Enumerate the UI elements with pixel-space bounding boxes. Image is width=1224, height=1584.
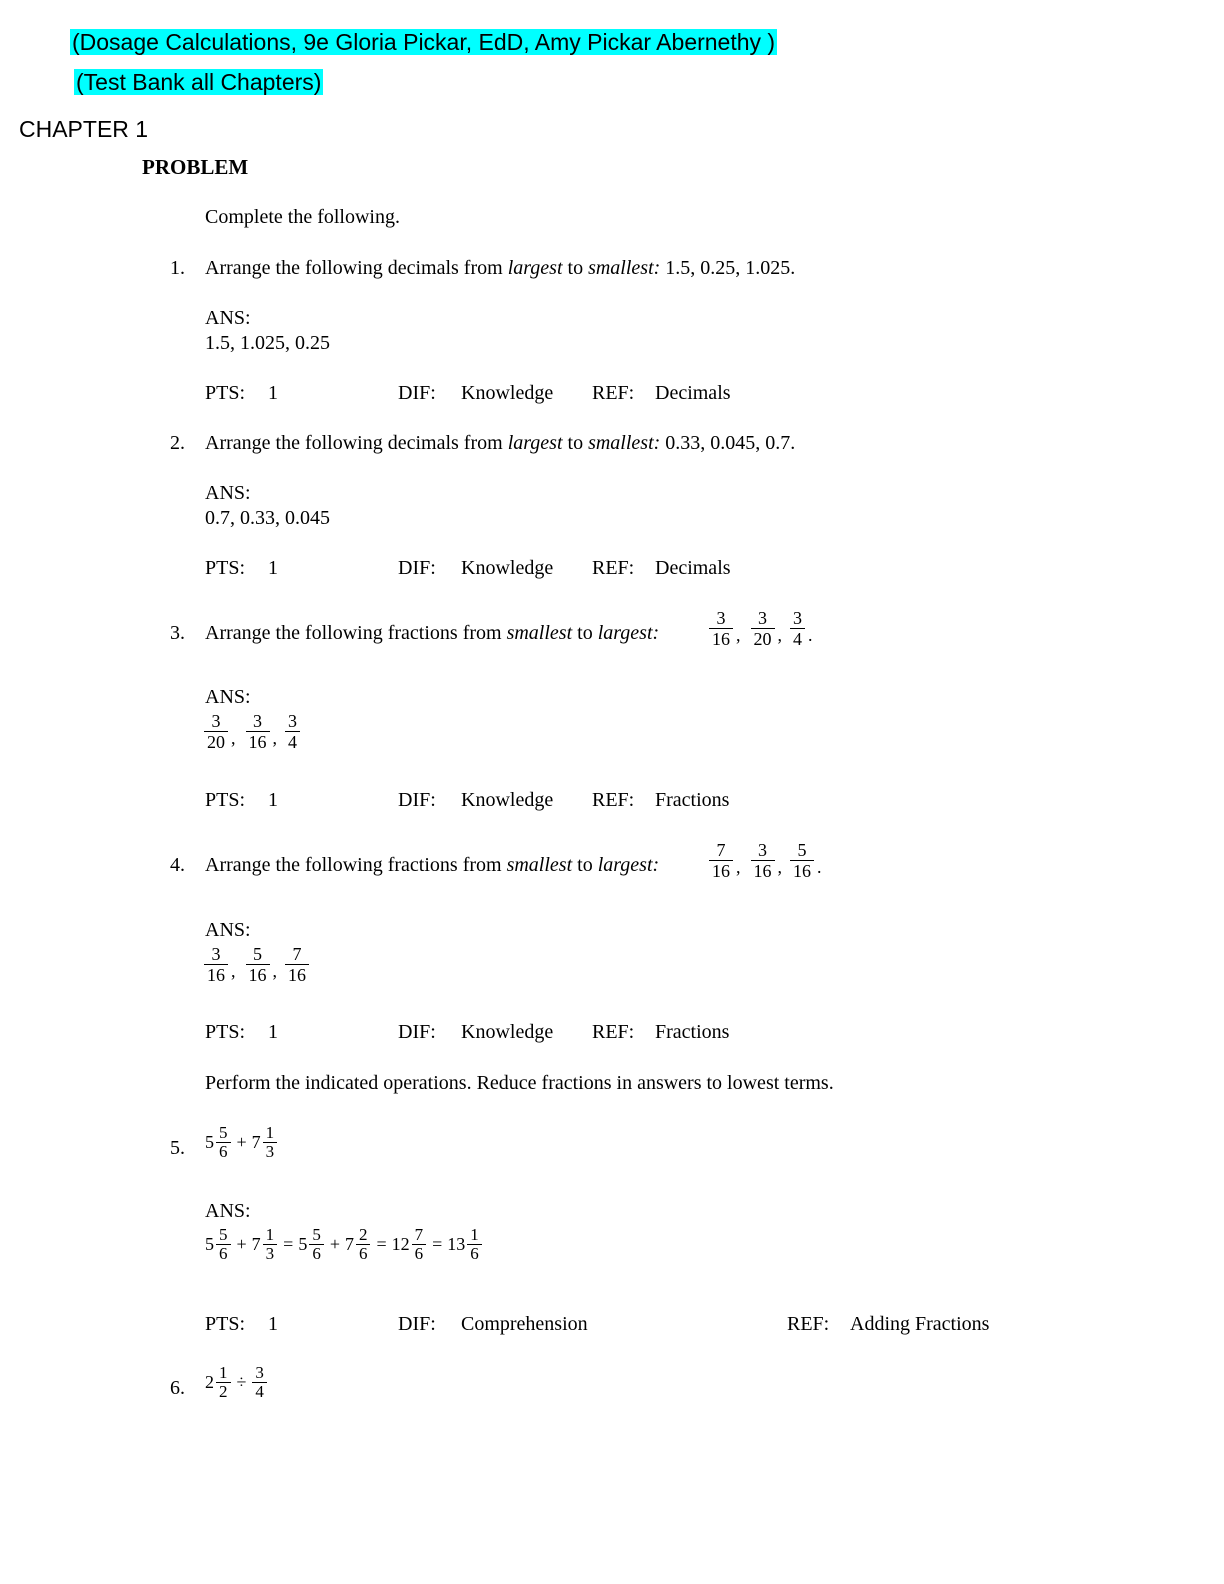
- header-title-line1: (Dosage Calculations, 9e Gloria Pickar, EdD, Amy Pickar Abernethy ): [72, 29, 776, 55]
- question-number: 4.: [170, 854, 185, 876]
- ref-value: Adding Fractions: [850, 1313, 990, 1335]
- fraction: $\frac{3}{16}$: [246, 711, 270, 752]
- dif-label: DIF:: [398, 1021, 436, 1043]
- dif-value: Knowledge: [461, 789, 554, 811]
- ref-value: Fractions: [655, 789, 730, 811]
- fraction: $\frac{1}{3}$: [263, 1124, 278, 1161]
- pts-label: PTS:: [205, 1021, 246, 1043]
- fraction: $\frac{3}{4}$: [252, 1364, 267, 1401]
- question-2-text: Arrange the following decimals from largest to smallest: 0.33, 0.045, 0.7.: [205, 432, 796, 454]
- fraction: $\frac{3}{16}$: [751, 840, 775, 881]
- ref-label: REF:: [592, 557, 635, 579]
- fraction: $\frac{7}{16}$: [285, 944, 309, 985]
- section-heading: PROBLEM: [142, 155, 249, 179]
- question-4-fractions: $\frac{7}{16}$ , $\frac{3}{16}$ , $\frac{5}{16}$ .: [708, 840, 824, 881]
- instruction-complete: Complete the following.: [205, 206, 400, 228]
- fraction: $\frac{5}{16}$: [246, 944, 270, 985]
- ref-label: REF:: [787, 1313, 830, 1335]
- question-4-answer: $\frac{3}{16}$ , $\frac{5}{16}$ , $\frac{7}{16}$: [203, 944, 310, 985]
- answer-label: ANS:: [205, 686, 251, 708]
- question-number: 3.: [170, 622, 185, 644]
- dif-value: Comprehension: [461, 1313, 588, 1335]
- question-3-answer: $\frac{3}{20}$ , $\frac{3}{16}$ , $\frac{3}{4}$: [203, 711, 301, 752]
- question-number: 2.: [170, 432, 185, 454]
- question-number: 5.: [170, 1137, 185, 1159]
- fraction: $\frac{7}{6}$: [412, 1226, 427, 1263]
- answer-label: ANS:: [205, 919, 251, 941]
- fraction: $\frac{5}{16}$: [790, 840, 814, 881]
- question-number: 1.: [170, 257, 185, 279]
- header-title-line2: (Test Bank all Chapters): [76, 69, 322, 95]
- question-2-answer: 0.7, 0.33, 0.045: [205, 507, 330, 529]
- question-3-fractions: $\frac{3}{16}$ , $\frac{3}{20}$ , $\frac{3}{4}$ .: [708, 608, 815, 649]
- pts-value: 1: [268, 1313, 278, 1335]
- question-6-expression: 2 $\frac{1}{2}$ ÷ $\frac{3}{4}$: [205, 1364, 268, 1401]
- dif-value: Knowledge: [461, 382, 554, 404]
- ref-value: Fractions: [655, 1021, 730, 1043]
- ref-label: REF:: [592, 1021, 635, 1043]
- fraction: $\frac{1}{2}$: [216, 1364, 231, 1401]
- ref-label: REF:: [592, 789, 635, 811]
- ref-label: REF:: [592, 382, 635, 404]
- dif-value: Knowledge: [461, 1021, 554, 1043]
- chapter-heading: CHAPTER 1: [19, 116, 149, 142]
- pts-label: PTS:: [205, 789, 246, 811]
- question-1-answer: 1.5, 1.025, 0.25: [205, 332, 330, 354]
- pts-value: 1: [268, 1021, 278, 1043]
- pts-value: 1: [268, 557, 278, 579]
- question-4-text: Arrange the following fractions from smallest to largest:: [205, 854, 660, 876]
- question-5-answer: 5 $\frac{5}{6}$ + 7 $\frac{1}{3}$ = 5 $\frac{5}{6}$ + 7 $\frac{2}{6}$ = 12 $\frac{7}{6}$ = 13 $\frac{1}{6}$: [205, 1226, 483, 1263]
- fraction: $\frac{3}{20}$: [751, 608, 775, 649]
- dif-label: DIF:: [398, 557, 436, 579]
- fraction: $\frac{3}{4}$: [285, 711, 300, 752]
- fraction: $\frac{3}{4}$: [790, 608, 805, 649]
- fraction: $\frac{2}{6}$: [356, 1226, 371, 1263]
- instruction-operations: Perform the indicated operations. Reduce fractions in answers to lowest terms.: [205, 1072, 834, 1094]
- dif-label: DIF:: [398, 1313, 436, 1335]
- pts-value: 1: [268, 789, 278, 811]
- dif-label: DIF:: [398, 382, 436, 404]
- fraction: $\frac{5}{6}$: [216, 1124, 231, 1161]
- fraction: $\frac{5}{6}$: [309, 1226, 324, 1263]
- pts-label: PTS:: [205, 1313, 246, 1335]
- answer-label: ANS:: [205, 307, 251, 329]
- pts-label: PTS:: [205, 557, 246, 579]
- fraction: $\frac{5}{6}$: [216, 1226, 231, 1263]
- fraction: $\frac{3}{16}$: [709, 608, 733, 649]
- pts-label: PTS:: [205, 382, 246, 404]
- fraction: $\frac{1}{6}$: [467, 1226, 482, 1263]
- fraction: $\frac{3}{16}$: [204, 944, 228, 985]
- fraction: $\frac{7}{16}$: [709, 840, 733, 881]
- question-number: 6.: [170, 1377, 185, 1399]
- question-1-text: Arrange the following decimals from largest to smallest: 1.5, 0.25, 1.025.: [205, 257, 796, 279]
- dif-label: DIF:: [398, 789, 436, 811]
- dif-value: Knowledge: [461, 557, 554, 579]
- answer-label: ANS:: [205, 1200, 251, 1222]
- question-3-text: Arrange the following fractions from smallest to largest:: [205, 622, 660, 644]
- pts-value: 1: [268, 382, 278, 404]
- fraction: $\frac{3}{20}$: [204, 711, 228, 752]
- fraction: $\frac{1}{3}$: [263, 1226, 278, 1263]
- answer-label: ANS:: [205, 482, 251, 504]
- question-5-expression: 5 $\frac{5}{6}$ + 7 $\frac{1}{3}$: [205, 1124, 278, 1161]
- ref-value: Decimals: [655, 557, 731, 579]
- ref-value: Decimals: [655, 382, 731, 404]
